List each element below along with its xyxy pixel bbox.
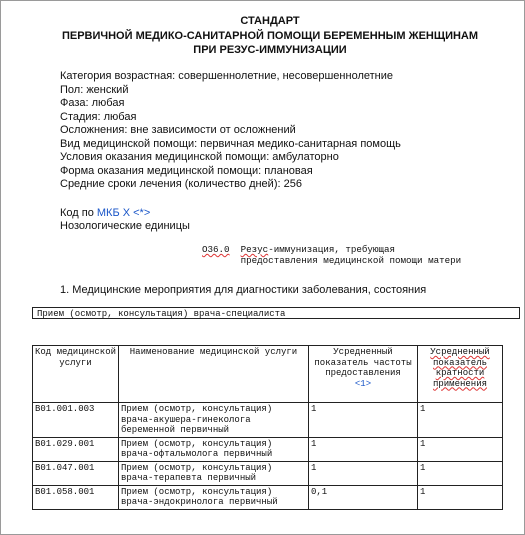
row-name: Прием (осмотр, консультация) врача-терапевта первичный bbox=[119, 461, 309, 485]
nosology-text-2: предоставления медицинской помощи матери bbox=[240, 255, 462, 266]
row-multiplicity: 1 bbox=[418, 461, 503, 485]
title-line-1: СТАНДАРТ bbox=[240, 15, 300, 27]
row-frequency: 1 bbox=[309, 437, 418, 461]
header-multiplicity-label: Усредненный показатель кратности применения bbox=[430, 347, 490, 389]
row-code: B01.058.001 bbox=[33, 485, 119, 509]
services-table bbox=[32, 345, 503, 510]
header-frequency-label: Усредненный показатель частоты предоставления bbox=[314, 347, 412, 378]
row-multiplicity: 1 bbox=[418, 485, 503, 509]
row-name: Прием (осмотр, консультация) врача-эндокринолога первичный bbox=[119, 485, 309, 509]
frequency-footnote-link[interactable]: <1> bbox=[354, 378, 372, 389]
document-title bbox=[30, 14, 510, 58]
row-code: B01.001.003 bbox=[33, 403, 119, 438]
meta-complications: Осложнения: вне зависимости от осложнений bbox=[60, 124, 296, 136]
meta-care-form: Форма оказания медицинской помощи: плановая bbox=[60, 164, 313, 177]
row-frequency: 1 bbox=[309, 403, 418, 438]
mkb-code-line bbox=[60, 207, 150, 221]
nosology-squiggle-word: Резус bbox=[240, 244, 269, 255]
table-header-row bbox=[33, 346, 503, 403]
row-multiplicity: 1 bbox=[418, 403, 503, 438]
meta-phase: Фаза: любая bbox=[60, 97, 125, 109]
meta-treatment-duration: Средние сроки лечения (количество дней): 256 bbox=[60, 178, 302, 190]
meta-sex: Пол: женский bbox=[60, 83, 129, 96]
nosology-text-1: -иммунизация, требующая bbox=[268, 244, 395, 255]
header-name: Наименование медицинской услуги bbox=[119, 346, 309, 403]
table-row bbox=[33, 485, 503, 509]
table-row bbox=[33, 437, 503, 461]
service-group-header: Прием (осмотр, консультация) врача-специалиста bbox=[32, 307, 520, 319]
row-code: B01.029.001 bbox=[33, 437, 119, 461]
title-line-3: ПРИ РЕЗУС-ИММУНИЗАЦИИ bbox=[193, 44, 347, 56]
nosology-entry bbox=[202, 244, 461, 266]
row-code: B01.047.001 bbox=[33, 461, 119, 485]
header-multiplicity bbox=[418, 346, 503, 403]
header-frequency bbox=[309, 346, 418, 403]
meta-care-conditions: Условия оказания медицинской помощи: амбулаторно bbox=[60, 151, 339, 163]
row-name: Прием (осмотр, консультация) врача-акушера-гинеколога беременной первичный bbox=[119, 403, 309, 438]
table-row bbox=[33, 403, 503, 438]
standard-meta bbox=[60, 70, 401, 192]
row-multiplicity: 1 bbox=[418, 437, 503, 461]
row-frequency: 1 bbox=[309, 461, 418, 485]
meta-stage: Стадия: любая bbox=[60, 110, 137, 123]
title-line-2: ПЕРВИЧНОЙ МЕДИКО-САНИТАРНОЙ ПОМОЩИ БЕРЕМЕННЫМ ЖЕНЩИНАМ bbox=[61, 29, 479, 42]
nosology-code: O36.0 bbox=[202, 244, 230, 255]
mkb-link[interactable]: МКБ X <*> bbox=[96, 207, 151, 219]
mkb-prefix: Код по bbox=[60, 207, 97, 219]
meta-care-type: Вид медицинской помощи: первичная медико-санитарная помощь bbox=[60, 137, 401, 150]
header-code: Код медицинской услуги bbox=[33, 346, 119, 403]
section-title: 1. Медицинские мероприятия для диагностики заболевания, состояния bbox=[60, 284, 427, 296]
row-name: Прием (осмотр, консультация) врача-офтальмолога первичный bbox=[119, 437, 309, 461]
nosology-label: Нозологические единицы bbox=[60, 220, 190, 232]
meta-age-category: Категория возрастная: совершеннолетние, несовершеннолетние bbox=[60, 70, 393, 82]
table-row bbox=[33, 461, 503, 485]
row-frequency: 0,1 bbox=[309, 485, 418, 509]
